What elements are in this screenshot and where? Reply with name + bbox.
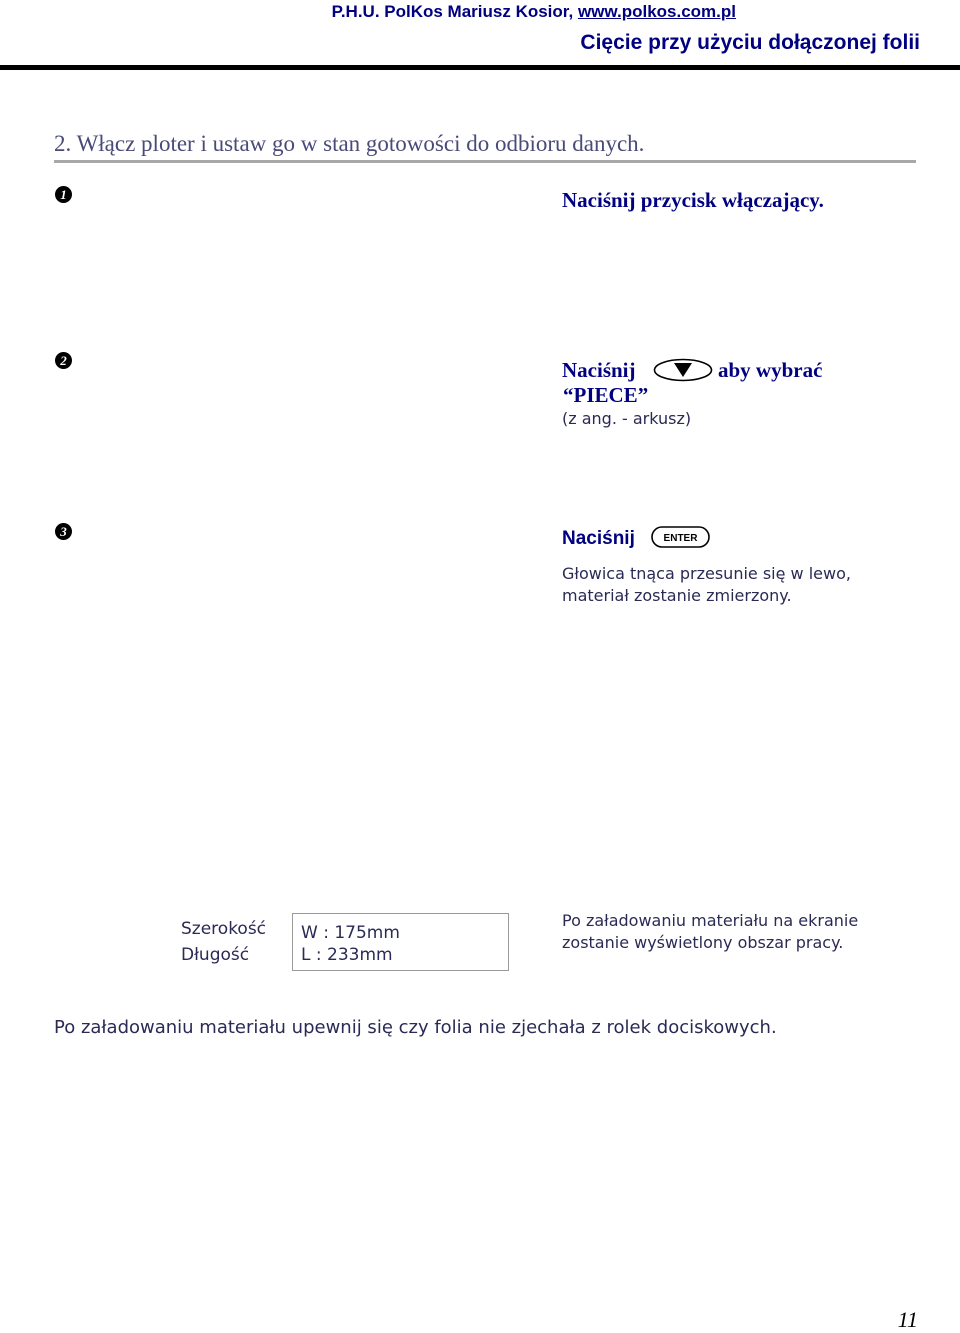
enter-button[interactable] (651, 525, 710, 549)
page-title: Cięcie przy użyciu dołączonej folii (580, 31, 920, 54)
width-label: Szerokość (181, 919, 267, 939)
footer-note: Po załadowaniu materiału upewnij się czy folia nie zjechała z rolek dociskowych. (54, 1017, 777, 1038)
close-quote: ” (637, 383, 649, 407)
step-3-press-label: Naciśnij (562, 528, 635, 549)
down-arrow-icon (653, 358, 713, 382)
open-quote: “ (563, 383, 574, 407)
section-divider (54, 160, 916, 163)
down-arrow-button[interactable] (653, 358, 713, 382)
step-3-bullet: 3 (55, 523, 72, 540)
option-piece: PIECE (573, 383, 638, 407)
page-number: 11 (897, 1307, 918, 1332)
step-2-press-label: Naciśnij (562, 358, 636, 382)
step-1-text: Naciśnij przycisk włączający. (562, 188, 824, 212)
display-note-line2: zostanie wyświetlony obszar pracy. (562, 933, 844, 952)
header-divider (0, 65, 960, 70)
website-link[interactable]: www.polkos.com.pl (577, 2, 736, 21)
company-name: P.H.U. PolKos Mariusz Kosior, (331, 2, 574, 21)
step-3-desc-line1: Głowica tnąca przesunie się w lewo, (562, 564, 851, 583)
width-value: W : 175mm (301, 923, 400, 943)
step-2-bullet: 2 (55, 352, 72, 369)
length-value: L : 233mm (301, 945, 393, 965)
section-title: 2. Włącz ploter i ustaw go w stan gotowości do odbioru danych. (54, 131, 645, 156)
step-2-option (563, 383, 648, 408)
step-1-bullet: 1 (55, 186, 72, 203)
enter-key-icon (651, 525, 710, 549)
header-company (332, 2, 736, 22)
step-3-desc-line2: materiał zostanie zmierzony. (562, 586, 792, 605)
enter-key-label: ENTER (663, 533, 698, 544)
length-label: Długość (181, 945, 250, 965)
step-2-after-label: aby wybrać (718, 358, 823, 382)
step-2-note: (z ang. - arkusz) (562, 409, 692, 428)
display-note-line1: Po załadowaniu materiału na ekranie (562, 911, 859, 930)
